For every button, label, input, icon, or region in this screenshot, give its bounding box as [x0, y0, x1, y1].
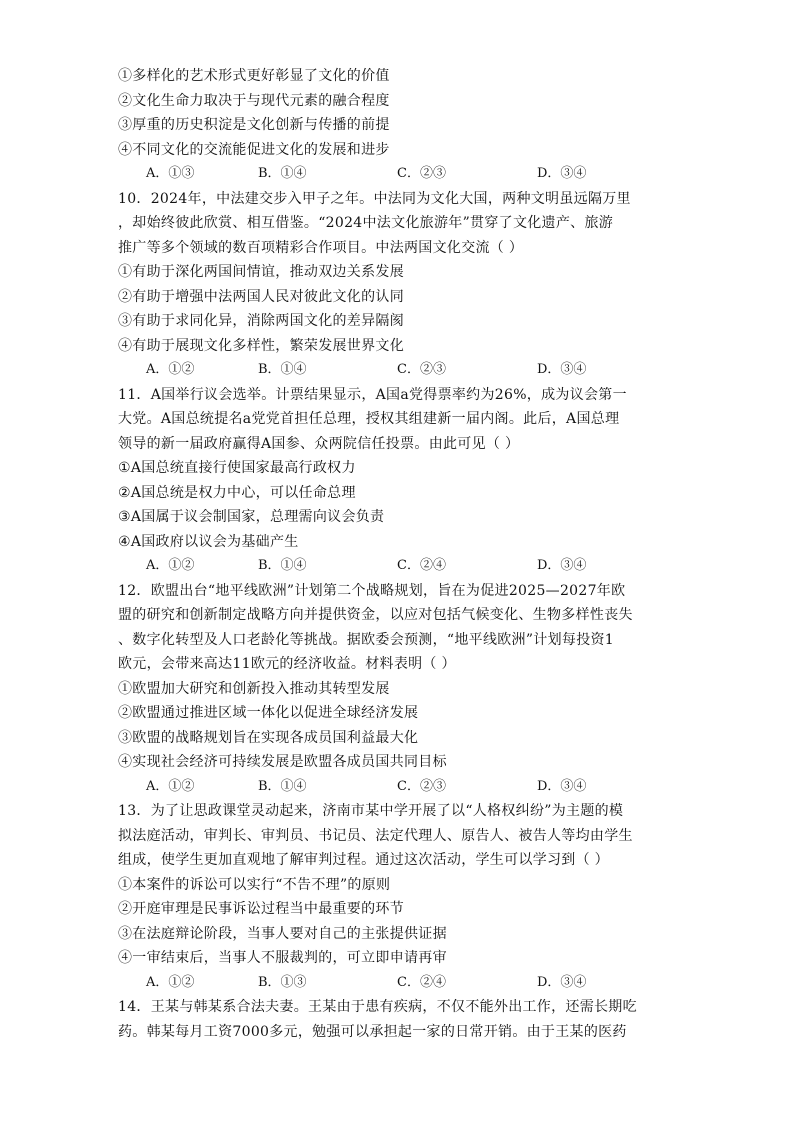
q13-stem-line-1: 13．为了让思政课堂灵动起来，济南市某中学开展了以“人格权纠纷”为主题的模 [118, 803, 624, 819]
q14-stem-line-1: 14．王某与韩某系合法夫妻。王某由于患有疾病，不仅不能外出工作，还需长期吃 [118, 999, 637, 1015]
q9-option-c: C．②③ [397, 166, 446, 181]
question-10 [118, 187, 663, 383]
q11-item-1: ①A国总统直接行使国家最高行政权力 [118, 460, 356, 476]
q10-item-4: ④有助于展现文化多样性，繁荣发展世界文化 [118, 337, 404, 354]
q11-item-4: ④A国政府以议会为基础产生 [118, 533, 299, 550]
q9-option-a: A．①③ [146, 166, 195, 181]
q14-stem-line-2: 药。韩某每月工资7000多元，勉强可以承担起一家的日常开销。由于王某的医药 [118, 1023, 627, 1040]
q9-option-d: D．③④ [537, 166, 587, 181]
questions-column [118, 64, 663, 1044]
question-9 [118, 64, 663, 187]
q13-options [118, 971, 663, 996]
q12-option-b: B．①④ [258, 778, 307, 794]
q13-option-d: D．③④ [537, 974, 587, 990]
question-14 [118, 995, 663, 1044]
q13-option-b: B．①③ [258, 974, 307, 990]
q12-item-1: ①欧盟加大研究和创新投入推动其转型发展 [118, 680, 390, 697]
q9-option-b: B．①④ [258, 166, 307, 181]
q10-item-1: ①有助于深化两国间情谊，推动双边关系发展 [118, 264, 404, 280]
q12-item-2: ②欧盟通过推进区域一体化以促进全球经济发展 [118, 705, 419, 721]
q13-option-c: C．②④ [397, 974, 446, 990]
q10-item-2: ②有助于增强中法两国人民对彼此文化的认同 [118, 288, 404, 305]
q12-stem-line-4: 欧元，会带来高达11欧元的经济收益。材料表明（ ） [118, 656, 456, 672]
question-13 [118, 799, 663, 995]
q12-item-4: ④实现社会经济可持续发展是欧盟各成员国共同目标 [118, 754, 447, 770]
q11-option-b: B．①④ [258, 558, 307, 573]
q11-option-d: D．③④ [537, 558, 587, 573]
q10-options [118, 358, 663, 383]
q10-item-3: ③有助于求同化异，消除两国文化的差异隔阂 [118, 313, 404, 329]
q10-option-c: C．②③ [397, 362, 446, 377]
q10-stem-line-2: ，却始终彼此欣赏、相互借鉴。“2024中法文化旅游年”贯穿了文化遗产、旅游 [118, 215, 614, 231]
q11-stem-line-1: 11．A国举行议会选举。计票结果显示，A国a党得票率约为26%，成为议会第一 [118, 386, 627, 403]
q10-stem-line-1: 10．2024年，中法建交步入甲子之年。中法同为文化大国，两种文明虽远隔万里 [118, 190, 631, 207]
q12-option-d: D．③④ [537, 778, 587, 794]
q13-stem-line-2: 拟法庭活动，审判长、审判员、书记员、法定代理人、原告人、被告人等均由学生 [118, 827, 633, 844]
q11-options [118, 554, 663, 579]
q12-options [118, 775, 663, 800]
q11-option-a: A．①② [146, 558, 195, 573]
q10-option-b: B．①④ [258, 362, 307, 377]
q11-item-3: ③A国属于议会制国家，总理需向议会负责 [118, 509, 385, 525]
q9-options [118, 162, 663, 187]
q9-item-4: ④不同文化的交流能促进文化的发展和进步 [118, 141, 390, 158]
q10-stem-line-3: 推广等多个领域的数百项精彩合作项目。中法两国文化交流（ ） [118, 239, 524, 256]
q12-option-c: C．②③ [397, 778, 446, 794]
q11-stem-line-2: 大党。A国总统提名a党党首担任总理，授权其组建新一届内阁。此后，A国总理 [118, 411, 620, 427]
question-11 [118, 383, 663, 579]
q10-option-d: D．③④ [537, 362, 587, 377]
q9-item-1: ①多样化的艺术形式更好彰显了文化的价值 [118, 68, 390, 84]
q13-option-a: A．①② [146, 974, 195, 990]
q12-stem-line-1: 12．欧盟出台“地平线欧洲”计划第二个战略规划，旨在为促进2025—2027年欧 [118, 582, 626, 599]
q13-stem-line-3: 组成，使学生更加直观地了解审判过程。通过这次活动，学生可以学习到（ ） [118, 852, 609, 868]
q13-item-1: ①本案件的诉讼可以实行“不告不理”的原则 [118, 876, 391, 893]
q12-stem-line-3: 、数字化转型及人口老龄化等挑战。据欧委会预测，“地平线欧洲”计划每投资1 [118, 631, 615, 648]
q11-item-2: ②A国总统是权力中心，可以任命总理 [118, 484, 356, 501]
q12-option-a: A．①② [146, 778, 195, 794]
q11-option-c: C．②④ [397, 558, 446, 573]
q13-item-4: ④一审结束后，当事人不服裁判的，可立即申请再审 [118, 950, 447, 966]
q11-stem-line-3: 领导的新一届政府赢得A国参、众两院信任投票。由此可见（ ） [118, 435, 520, 452]
q9-item-3: ③厚重的历史积淀是文化创新与传播的前提 [118, 117, 390, 133]
q9-item-2: ②文化生命力取决于与现代元素的融合程度 [118, 92, 390, 109]
q10-option-a: A．①② [146, 362, 195, 377]
q12-item-3: ③欧盟的战略规划旨在实现各成员国利益最大化 [118, 729, 419, 746]
q12-stem-line-2: 盟的研究和创新制定战略方向并提供资金，以应对包括气候变化、生物多样性丧失 [118, 607, 633, 623]
q13-item-3: ③在法庭辩论阶段，当事人要对自己的主张提供证据 [118, 925, 447, 942]
question-12 [118, 579, 663, 800]
q13-item-2: ②开庭审理是民事诉讼过程当中最重要的环节 [118, 901, 404, 917]
